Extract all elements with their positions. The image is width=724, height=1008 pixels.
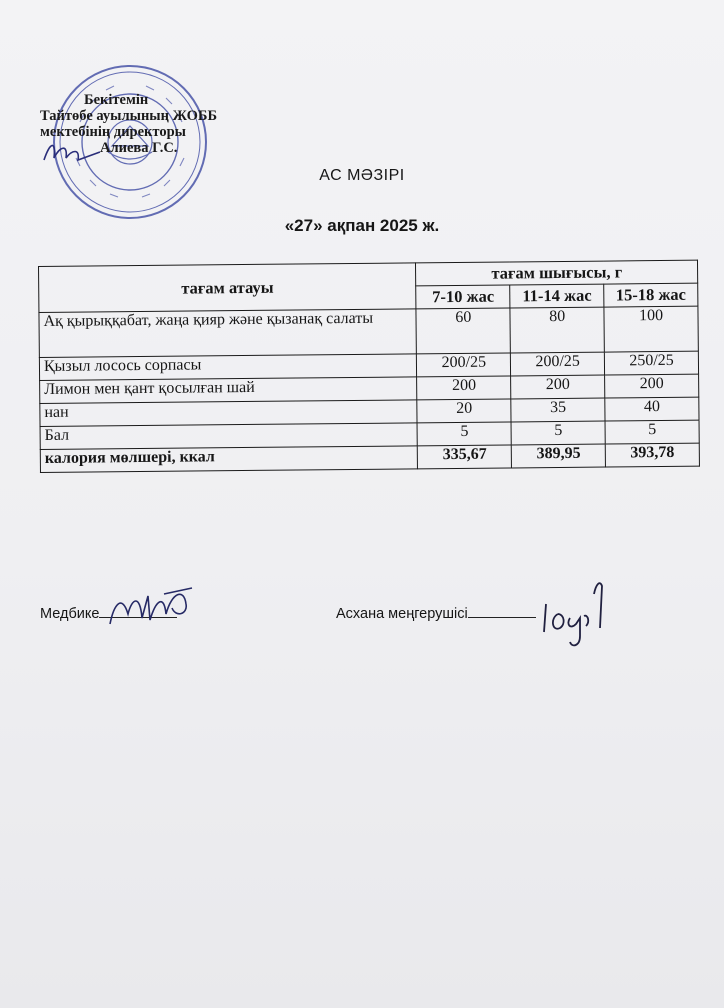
yield-value: 5 xyxy=(417,422,511,446)
header-age-11-14: 11-14 жас xyxy=(510,284,604,308)
dish-name: Лимон мен қант қосылған шай xyxy=(40,377,418,404)
table-total-row xyxy=(40,443,699,472)
approval-heading: Бекітемін xyxy=(84,92,149,108)
approval-school: Тайтөбе ауылының ЖОББ xyxy=(40,108,218,124)
yield-value: 60 xyxy=(416,308,510,354)
director-signature xyxy=(40,136,110,168)
yield-value: 200/25 xyxy=(417,353,511,377)
header-dish-name: тағам атауы xyxy=(39,263,417,313)
page-title: АС МӘЗІРІ xyxy=(319,167,405,184)
dish-name: нан xyxy=(40,400,418,427)
calorie-label: калория мөлшері, ккал xyxy=(40,446,418,473)
header-age-7-10: 7-10 жас xyxy=(416,285,510,309)
nurse-label: Медбике xyxy=(40,606,100,622)
yield-value: 5 xyxy=(605,420,699,444)
calorie-value: 335,67 xyxy=(418,445,512,469)
header-age-15-18: 15-18 жас xyxy=(604,283,698,307)
canteen-manager-signature xyxy=(536,574,616,652)
menu-table xyxy=(38,260,700,473)
table-row xyxy=(39,306,698,357)
nurse-signature xyxy=(106,584,196,630)
yield-value: 100 xyxy=(604,306,698,352)
yield-value: 200/25 xyxy=(511,352,605,376)
yield-value: 200 xyxy=(417,376,511,400)
yield-value: 20 xyxy=(417,399,511,423)
canteen-signature-line xyxy=(336,606,536,622)
approval-position: мектебінің директоры xyxy=(40,124,186,140)
menu-date: «27» ақпан 2025 ж. xyxy=(284,216,440,235)
dish-name: Бал xyxy=(40,423,418,450)
yield-value: 250/25 xyxy=(604,351,698,375)
calorie-value: 393,78 xyxy=(605,443,699,467)
yield-value: 80 xyxy=(510,307,604,353)
yield-value: 5 xyxy=(511,421,605,445)
dish-name: Қызыл лосось сорпасы xyxy=(39,354,417,381)
yield-value: 200 xyxy=(511,375,605,399)
yield-value: 35 xyxy=(511,398,605,422)
header-yield: тағам шығысы, г xyxy=(416,260,698,286)
calorie-value: 389,95 xyxy=(512,444,606,468)
dish-name: Ақ қырыққабат, жаңа қияр және қызанақ салаты xyxy=(39,309,417,358)
approval-director-name: Алиева Г.С. xyxy=(100,140,178,156)
yield-value: 40 xyxy=(605,397,699,421)
canteen-manager-label: Асхана меңгерушісі xyxy=(336,606,468,622)
yield-value: 200 xyxy=(605,374,699,398)
